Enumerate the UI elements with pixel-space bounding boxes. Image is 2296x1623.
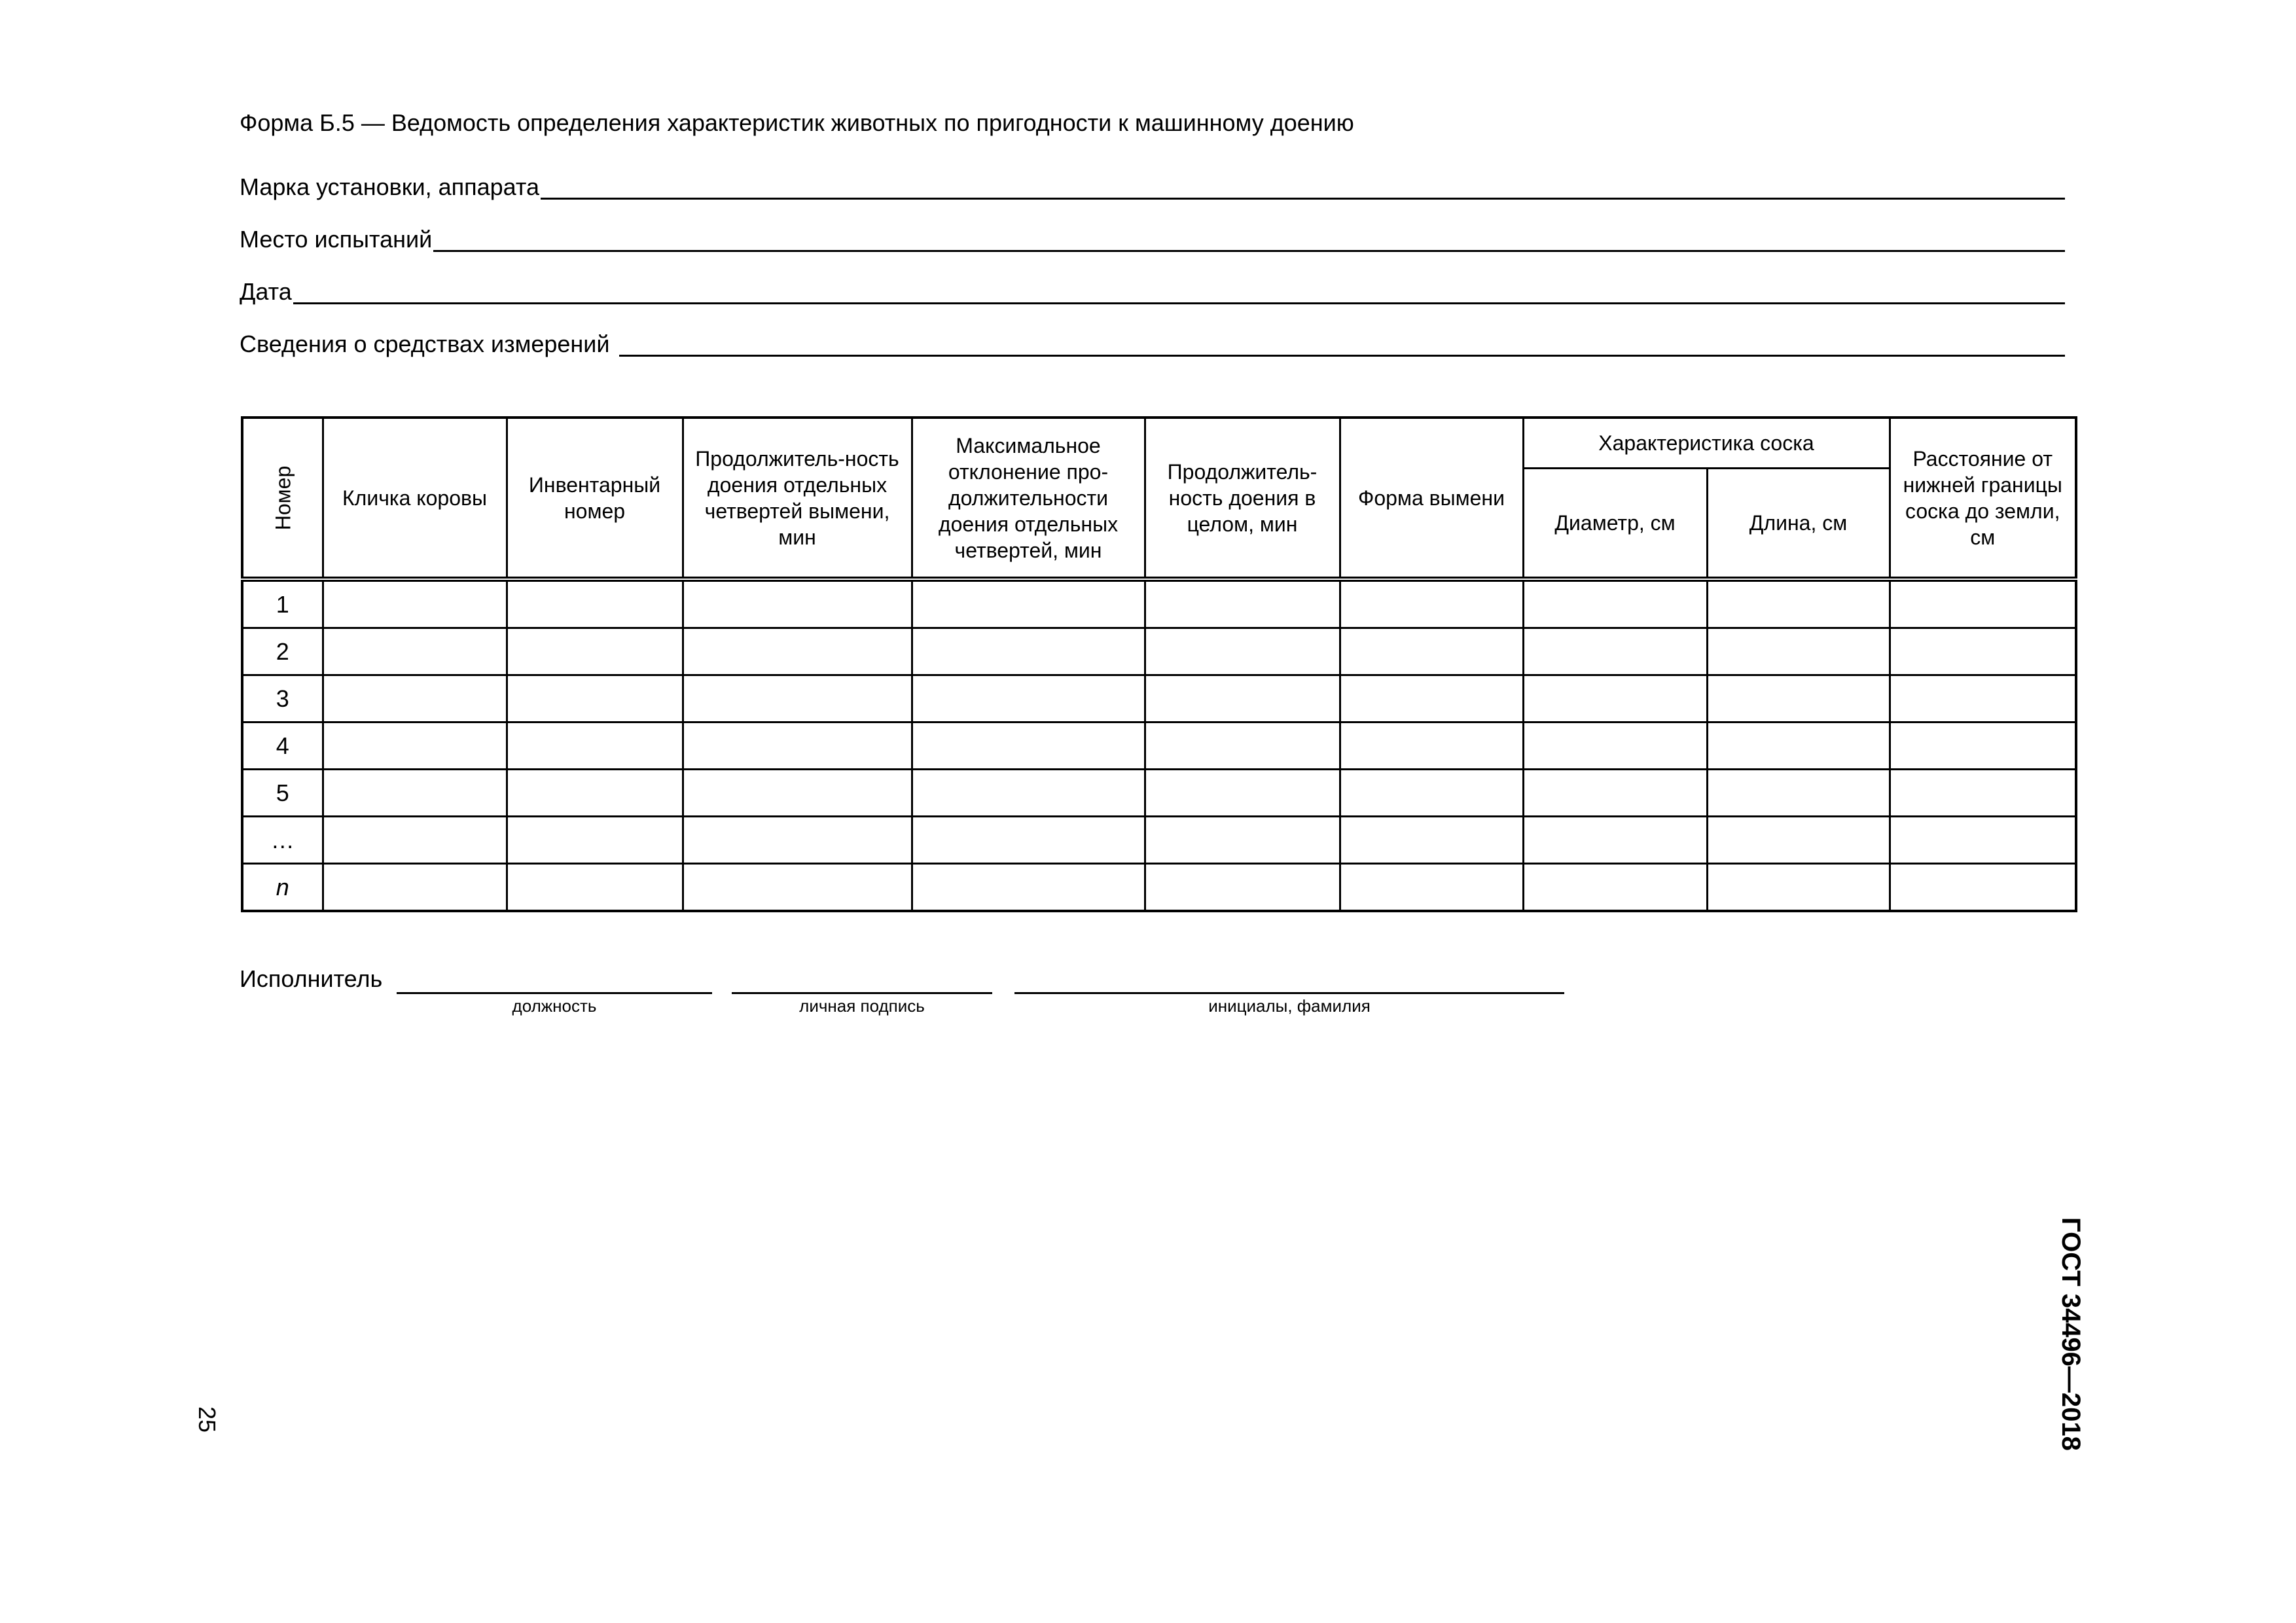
table-row [242,817,2076,864]
cell-cow-name[interactable] [323,628,507,675]
installation-brand-underline[interactable] [541,198,2065,200]
signature-block [240,963,1568,1016]
test-location-label: Место испытаний [240,226,433,253]
cell-teat-diameter[interactable] [1523,864,1707,912]
cell-ground-distance[interactable] [1890,770,2076,817]
cell-inventory-number[interactable] [507,722,683,770]
row-number-cell: 5 [242,770,323,817]
cell-max-deviation[interactable] [912,770,1145,817]
date-field[interactable] [240,276,2065,306]
cell-ground-distance[interactable] [1890,579,2076,628]
date-label: Дата [240,278,292,305]
table-row [242,770,2076,817]
measurement-info-underline[interactable] [619,355,2065,357]
cell-max-deviation[interactable] [912,579,1145,628]
cell-max-deviation[interactable] [912,722,1145,770]
cell-cow-name[interactable] [323,675,507,722]
signature-underline[interactable] [732,963,992,994]
cell-quarter-duration[interactable] [683,817,912,864]
position-slot[interactable] [397,963,712,1016]
cell-total-duration[interactable] [1145,579,1340,628]
cell-teat-diameter[interactable] [1523,675,1707,722]
cell-inventory-number[interactable] [507,817,683,864]
row-number-cell: 4 [242,722,323,770]
cell-teat-length[interactable] [1707,722,1890,770]
cell-ground-distance[interactable] [1890,675,2076,722]
cell-teat-diameter[interactable] [1523,628,1707,675]
cell-udder-shape[interactable] [1340,675,1523,722]
cell-total-duration[interactable] [1145,675,1340,722]
performer-label: Исполнитель [240,965,383,992]
signature-slot[interactable] [732,963,992,1016]
test-location-field[interactable] [240,224,2065,254]
cell-quarter-duration[interactable] [683,864,912,912]
cell-cow-name[interactable] [323,864,507,912]
cell-cow-name[interactable] [323,817,507,864]
cell-udder-shape[interactable] [1340,770,1523,817]
cell-ground-distance[interactable] [1890,817,2076,864]
cell-max-deviation[interactable] [912,675,1145,722]
table-row [242,675,2076,722]
cell-inventory-number[interactable] [507,770,683,817]
cell-quarter-duration[interactable] [683,722,912,770]
cell-ground-distance[interactable] [1890,628,2076,675]
document-code: ГОСТ 34496—2018 [2056,1217,2085,1451]
cell-udder-shape[interactable] [1340,864,1523,912]
cell-inventory-number[interactable] [507,675,683,722]
cell-teat-diameter[interactable] [1523,722,1707,770]
cell-quarter-duration[interactable] [683,579,912,628]
cell-total-duration[interactable] [1145,770,1340,817]
table-row [242,628,2076,675]
cell-inventory-number[interactable] [507,864,683,912]
cell-max-deviation[interactable] [912,864,1145,912]
signature-caption: личная подпись [799,996,925,1016]
cell-teat-length[interactable] [1707,628,1890,675]
header-cow-name: Кличка коровы [323,418,507,579]
header-inventory-number: Инвентарный номер [507,418,683,579]
name-caption: инициалы, фамилия [1208,996,1371,1016]
cell-total-duration[interactable] [1145,628,1340,675]
cell-max-deviation[interactable] [912,628,1145,675]
row-number-cell: … [242,817,323,864]
installation-brand-field[interactable] [240,171,2065,202]
header-teat-length: Длина, см [1707,469,1890,580]
cell-teat-diameter[interactable] [1523,579,1707,628]
cell-quarter-duration[interactable] [683,675,912,722]
header-udder-shape: Форма вымени [1340,418,1523,579]
name-slot[interactable] [1014,963,1564,1016]
cell-quarter-duration[interactable] [683,770,912,817]
header-teat-characteristics: Характеристика соска [1523,418,1890,469]
table-row [242,579,2076,628]
row-number-cell: 2 [242,628,323,675]
cell-cow-name[interactable] [323,770,507,817]
test-location-underline[interactable] [433,250,2065,252]
table-row [242,864,2076,912]
form-title: Форма Б.5 — Ведомость определения характеристик животных по пригодности к машинному доению [240,109,1354,136]
measurement-info-field[interactable] [240,329,2065,359]
animal-characteristics-table [241,416,2077,912]
cell-cow-name[interactable] [323,722,507,770]
header-teat-diameter: Диаметр, см [1523,469,1707,580]
row-number-cell: 1 [242,579,323,628]
cell-total-duration[interactable] [1145,864,1340,912]
position-underline[interactable] [397,963,712,994]
cell-total-duration[interactable] [1145,817,1340,864]
cell-teat-length[interactable] [1707,770,1890,817]
header-total-milking-duration: Продолжитель-ность доения в целом, мин [1145,418,1340,579]
cell-teat-length[interactable] [1707,864,1890,912]
cell-udder-shape[interactable] [1340,579,1523,628]
position-caption: должность [512,996,597,1016]
header-max-deviation: Максимальное отклонение про-должительности доения отдельных четвертей, мин [912,418,1145,579]
header-quarter-milking-duration: Продолжитель-ность доения отдельных четвертей вымени, мин [683,418,912,579]
cell-teat-length[interactable] [1707,579,1890,628]
cell-teat-diameter[interactable] [1523,770,1707,817]
cell-udder-shape[interactable] [1340,628,1523,675]
cell-ground-distance[interactable] [1890,722,2076,770]
cell-ground-distance[interactable] [1890,864,2076,912]
cell-max-deviation[interactable] [912,817,1145,864]
header-teat-ground-distance: Расстояние от нижней границы соска до земли, см [1890,418,2076,579]
page-number: 25 [194,1406,221,1433]
cell-total-duration[interactable] [1145,722,1340,770]
cell-inventory-number[interactable] [507,579,683,628]
cell-udder-shape[interactable] [1340,817,1523,864]
installation-brand-label: Марка установки, аппарата [240,173,539,200]
cell-inventory-number[interactable] [507,628,683,675]
cell-udder-shape[interactable] [1340,722,1523,770]
cell-teat-length[interactable] [1707,675,1890,722]
date-underline[interactable] [293,302,2065,304]
row-number-cell: n [242,864,323,912]
cell-quarter-duration[interactable] [683,628,912,675]
cell-teat-length[interactable] [1707,817,1890,864]
name-underline[interactable] [1014,963,1564,994]
header-number: Номер [242,418,323,579]
cell-teat-diameter[interactable] [1523,817,1707,864]
measurement-info-label: Сведения о средствах измерений [240,330,610,357]
table-row [242,722,2076,770]
row-number-cell: 3 [242,675,323,722]
cell-cow-name[interactable] [323,579,507,628]
